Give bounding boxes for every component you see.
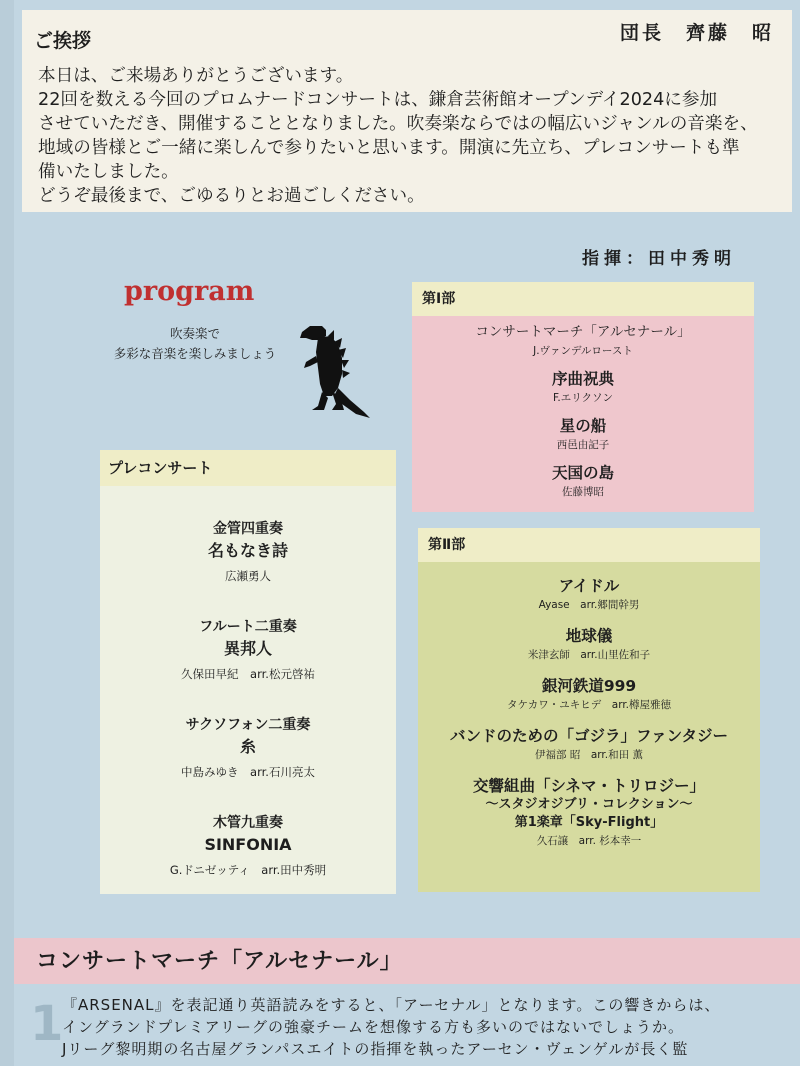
piece-title: 糸 [239, 737, 256, 756]
piece-title: 交響組曲「シネマ・トリロジー」 [472, 777, 706, 795]
piece-credit: J.ヴァンデルロースト [533, 345, 633, 357]
greeting-line: させていただき、開催することとなりました。吹奏楽ならではの幅広いジャンルの音楽を、 [38, 114, 758, 134]
part2-heading: 第Ⅱ部 [418, 528, 760, 562]
piece-title: 地球儀 [565, 627, 613, 645]
part1-panel [412, 282, 754, 512]
piece-credit: 西邑由記子 [556, 439, 610, 451]
piece-ensemble: 金管四重奏 [213, 521, 283, 537]
program-piece [418, 776, 760, 848]
piece-title: 銀河鉄道999 [541, 677, 637, 695]
piece-credit: タケカワ・ユキヒデ arr.樽屋雅徳 [506, 699, 672, 711]
piece-credit: 久石譲 arr. 杉本幸一 [536, 835, 642, 847]
piece-credit: 伊福部 昭 arr.和田 薫 [535, 749, 643, 761]
piece-subtitle: 〜スタジオジブリ・コレクション〜 [485, 797, 693, 812]
greeting-line: 22回を数える今回のプロムナードコンサートは、鎌倉芸術館オープンデイ2024に参加 [38, 90, 718, 110]
program-piece [412, 322, 754, 358]
piece-title: バンドのための「ゴジラ」ファンタジー [449, 727, 729, 745]
section-body [62, 994, 800, 1060]
greeting-body [38, 64, 774, 208]
body-line: イングランドプレミアリーグの強豪チームを想像する方も多いのではないでしょうか。 [62, 1018, 685, 1036]
piece-title: SINFONIA [204, 835, 292, 854]
band-leader: 団長 齊藤 昭 [619, 22, 774, 44]
piece-credit: 広瀬勇人 [225, 569, 271, 583]
piece-ensemble: フルート二重奏 [199, 619, 297, 635]
part2-panel [418, 528, 760, 892]
greeting-line: 地域の皆様とご一緒に楽しんで参りたいと思います。開演に先立ち、プレコンサートも準 [38, 138, 740, 158]
program-piece [418, 626, 760, 662]
program-piece [418, 576, 760, 612]
piece-credit: F.エリクソン [553, 392, 613, 404]
piece-title: 名もなき詩 [207, 541, 288, 560]
piece-movement: 第1楽章「Sky-Flight」 [514, 815, 664, 830]
part1-heading: 第Ⅰ部 [412, 282, 754, 316]
program-title: program [124, 276, 255, 307]
program-subtitle-line: 多彩な音楽を楽しみましょう [113, 346, 277, 361]
program-piece [418, 726, 760, 762]
program-piece [418, 676, 760, 712]
page-edge [0, 0, 14, 1066]
preconcert-heading: プレコンサート [100, 450, 396, 486]
program-piece [100, 715, 396, 779]
program-piece [100, 617, 396, 681]
greeting-section [22, 10, 792, 212]
piece-credit: Ayase arr.郷間幹男 [538, 599, 640, 611]
godzilla-icon [292, 318, 372, 422]
piece-credit: G.ドニゼッティ arr.田中秀明 [169, 863, 327, 877]
program-piece [412, 463, 754, 499]
greeting-title: ご挨拶 [34, 30, 92, 52]
piece-title: 天国の島 [551, 464, 614, 482]
greeting-line: 本日は、ご来場ありがとうございます。 [38, 66, 354, 86]
piece-title: 序曲祝典 [551, 370, 614, 388]
piece-title: 星の船 [559, 417, 607, 435]
program-piece [100, 813, 396, 877]
piece-credit: 米津玄師 arr.山里佐和子 [527, 649, 651, 661]
piece-ensemble: サクソフォン二重奏 [185, 717, 311, 733]
piece-credit: 佐藤博昭 [562, 486, 604, 498]
piece-credit: 久保田早紀 arr.松元啓祐 [181, 667, 315, 681]
program-piece [412, 416, 754, 452]
piece-credit: 中島みゆき arr.石川亮太 [181, 765, 315, 779]
body-line: Jリーグ黎明期の名古屋グランパスエイトの指揮を執ったアーセン・ヴェンゲルが長く監 [62, 1040, 689, 1058]
preconcert-panel [100, 450, 396, 894]
program-piece [100, 519, 396, 583]
piece-ensemble: 木管九重奏 [213, 815, 283, 831]
body-line: 『ARSENAL』を表記通り英語読みをすると、「アーセナル」となります。この響きからは、 [62, 996, 721, 1014]
section-heading: コンサートマーチ「アルセナール」 [36, 949, 403, 974]
program-subtitle [95, 324, 295, 364]
section-number: 1 [30, 996, 64, 1052]
piece-title: 異邦人 [223, 639, 272, 658]
piece-title: コンサートマーチ「アルセナール」 [475, 324, 691, 340]
program-piece [412, 369, 754, 405]
program-subtitle-line: 吹奏楽で [169, 326, 220, 341]
greeting-line: どうぞ最後まで、ごゆるりとお過ごしください。 [38, 186, 425, 206]
greeting-line: 備いたしました。 [38, 162, 179, 182]
conductor: 指揮：田中秀明 [582, 249, 736, 269]
piece-title: アイドル [558, 577, 620, 595]
